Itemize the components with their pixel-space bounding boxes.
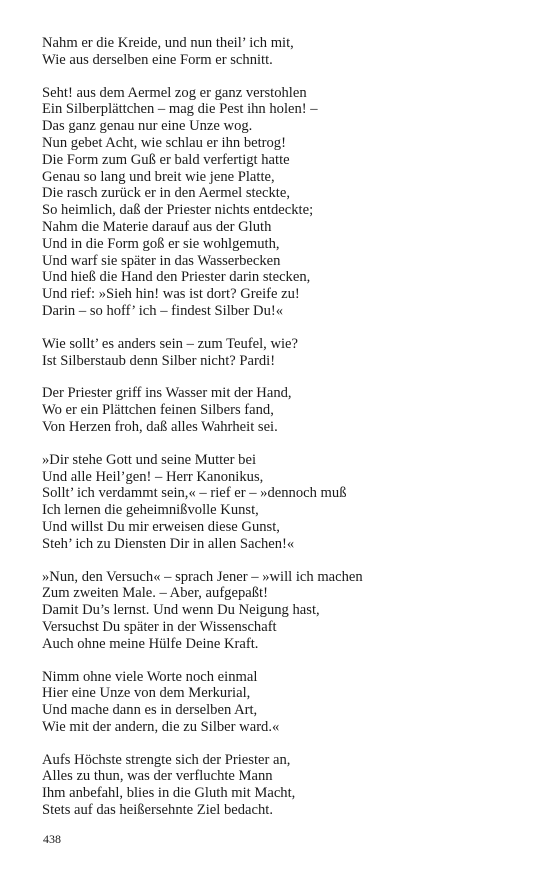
stanza	[42, 85, 522, 320]
verse-line: Zum zweiten Male. – Aber, aufgepaßt!	[42, 585, 268, 602]
stanza	[42, 35, 522, 69]
verse-line: Nahm die Materie darauf aus der Gluth	[42, 218, 272, 235]
verse-line: So heimlich, daß der Priester nichts entdeckte;	[42, 202, 314, 219]
verse-line: Alles zu thun, was der verfluchte Mann	[42, 768, 273, 785]
verse-line: Wie aus derselben eine Form er schnitt.	[42, 51, 273, 68]
verse-line: Und in die Form goß er sie wohlgemuth,	[42, 235, 280, 252]
verse-line: Auch ohne meine Hülfe Deine Kraft.	[42, 635, 259, 652]
verse-line: Ein Silberplättchen – mag die Pest ihn holen! –	[42, 101, 318, 118]
verse-line: Und mache dann es in derselben Art,	[42, 702, 258, 719]
stanza	[42, 752, 522, 819]
verse-line: Und rief: »Sieh hin! was ist dort? Greife zu!	[42, 286, 300, 303]
stanza	[42, 336, 522, 370]
verse-line: Und hieß die Hand den Priester darin stecken,	[42, 269, 311, 286]
verse-line: Ihm anbefahl, blies in die Gluth mit Macht,	[42, 785, 296, 802]
verse-line: Ich lernen die geheimnißvolle Kunst,	[42, 502, 259, 519]
stanza	[42, 452, 522, 553]
verse-line: Damit Du’s lernst. Und wenn Du Neigung hast,	[42, 602, 320, 619]
stanza	[42, 569, 522, 653]
page-number: 438	[43, 832, 61, 846]
verse-line: Und alle Heil’gen! – Herr Kanonikus,	[42, 468, 264, 485]
verse-line: Genau so lang und breit wie jene Platte,	[42, 168, 275, 185]
verse-line: Wie mit der andern, die zu Silber ward.«	[42, 718, 280, 735]
verse-line: Wie sollt’ es anders sein – zum Teufel, wie?	[42, 335, 298, 352]
verse-line: Die Form zum Guß er bald verfertigt hatte	[42, 151, 290, 168]
verse-line: Ist Silberstaub denn Silber nicht? Pardi!	[42, 352, 276, 369]
verse-line: Hier eine Unze von dem Merkurial,	[42, 685, 251, 702]
verse-line: Von Herzen froh, daß alles Wahrheit sei.	[42, 418, 278, 435]
stanza	[42, 385, 522, 435]
verse-line: Das ganz genau nur eine Unze wog.	[42, 118, 253, 135]
verse-line: Nun gebet Acht, wie schlau er ihn betrog!	[42, 134, 286, 151]
verse-line: Steh’ ich zu Diensten Dir in allen Sachen!«	[42, 535, 295, 552]
poem-text	[42, 35, 522, 835]
verse-line: Stets auf das heißersehnte Ziel bedacht.	[42, 802, 273, 819]
verse-line: »Nun, den Versuch« – sprach Jener – »will ich machen	[42, 568, 363, 585]
verse-line: Die rasch zurück er in den Aermel steckte,	[42, 185, 290, 202]
stanza	[42, 669, 522, 736]
verse-line: Darin – so hoff’ ich – findest Silber Du!«	[42, 302, 284, 319]
verse-line: Und warf sie später in das Wasserbecken	[42, 252, 281, 269]
verse-line: Nimm ohne viele Worte noch einmal	[42, 668, 258, 685]
verse-line: Der Priester griff ins Wasser mit der Hand,	[42, 385, 292, 402]
verse-line: Nahm er die Kreide, und nun theil’ ich mit,	[42, 35, 294, 51]
verse-line: Aufs Höchste strengte sich der Priester an,	[42, 751, 291, 768]
verse-line: Seht! aus dem Aermel zog er ganz verstohlen	[42, 84, 307, 101]
verse-line: Und willst Du mir erweisen diese Gunst,	[42, 518, 280, 535]
verse-line: »Dir stehe Gott und seine Mutter bei	[42, 451, 256, 468]
verse-line: Sollt’ ich verdammt sein,« – rief er – »dennoch muß	[42, 485, 347, 502]
verse-line: Versuchst Du später in der Wissenschaft	[42, 618, 277, 635]
verse-line: Wo er ein Plättchen feinen Silbers fand,	[42, 402, 274, 419]
